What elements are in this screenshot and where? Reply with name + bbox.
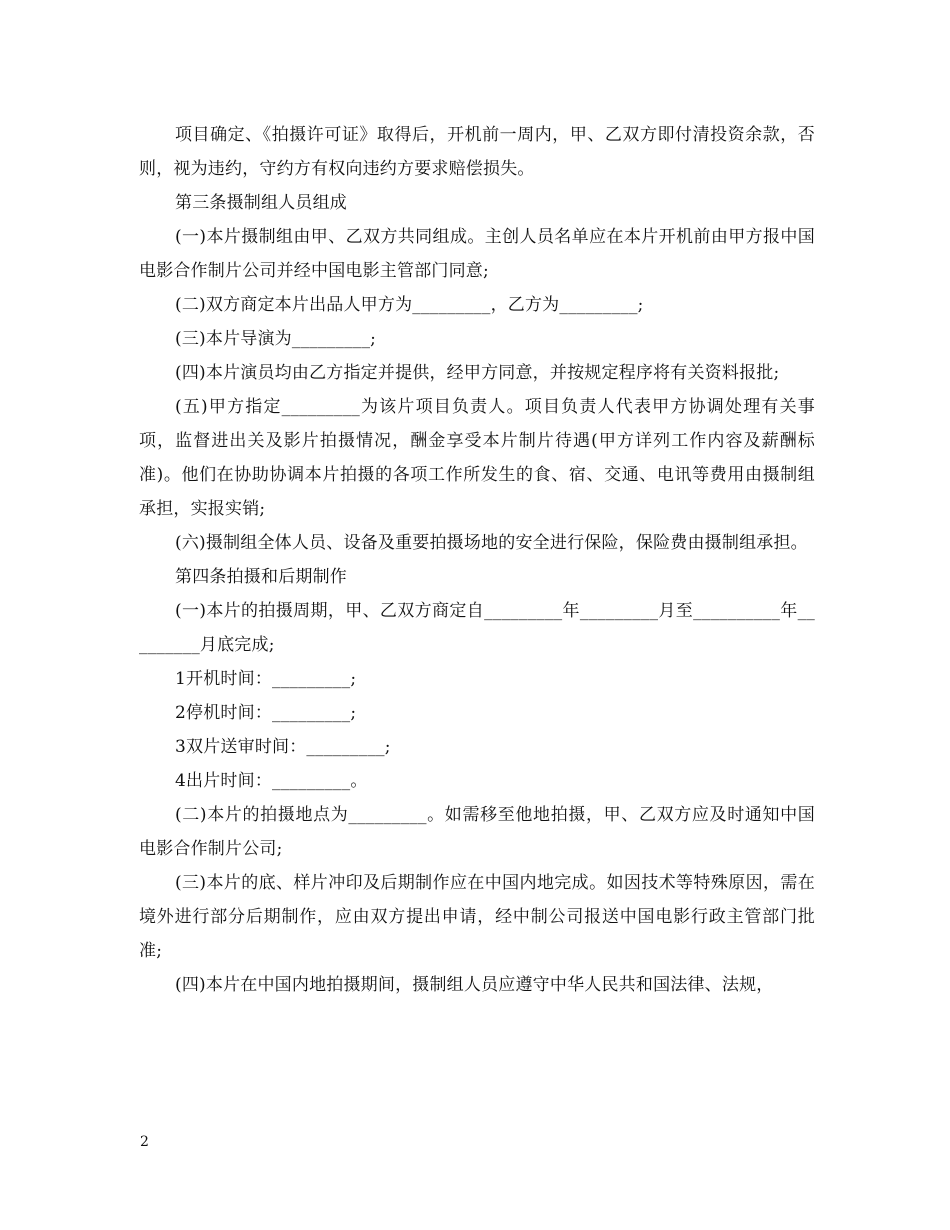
- paragraph-investment-balance: 项目确定、《拍摄许可证》取得后，开机前一周内，甲、乙双方即付清投资余款，否则，视为违约，守约方有权向违约方要求赔偿损失。: [139, 125, 815, 179]
- heading-article-4: 第四条拍摄和后期制作: [175, 567, 347, 587]
- paragraph-start-time: 1开机时间：_________;: [175, 669, 357, 689]
- paragraph-producers: (二)双方商定本片出品人甲方为_________，乙方为_________;: [175, 295, 644, 315]
- paragraph-actors: (四)本片演员均由乙方指定并提供，经甲方同意，并按规定程序将有关资料报批;: [175, 363, 780, 383]
- paragraph-project-manager: (五)甲方指定_________为该片项目负责人。项目负责人代表甲方协调处理有关事项，监督进出关及影片拍摄情况，酬金享受本片制片待遇(甲方详列工作内容及薪酬标准)。他们在协助协调本片拍摄的各项工作所发生的食、宿、交通、电讯等费用由摄制组承担，实报实销;: [139, 397, 815, 519]
- paragraph-release-time: 4出片时间：_________。: [175, 771, 368, 791]
- heading-article-3: 第三条摄制组人员组成: [175, 193, 347, 213]
- paragraph-director: (三)本片导演为_________;: [175, 329, 377, 349]
- paragraph-review-time: 3双片送审时间：_________;: [175, 737, 391, 757]
- paragraph-shooting-period: (一)本片的拍摄周期，甲、乙双方商定自_________年_________月至__________年_________月底完成;: [139, 601, 815, 655]
- document-body: [139, 118, 815, 1002]
- paragraph-crew-composition: (一)本片摄制组由甲、乙双方共同组成。主创人员名单应在本片开机前由甲方报中国电影合作制片公司并经中国电影主管部门同意;: [139, 227, 815, 281]
- paragraph-legal-compliance: (四)本片在中国内地拍摄期间，摄制组人员应遵守中华人民共和国法律、法规，: [175, 975, 774, 995]
- paragraph-insurance: (六)摄制组全体人员、设备及重要拍摄场地的安全进行保险，保险费由摄制组承担。: [175, 533, 808, 553]
- paragraph-shooting-location: (二)本片的拍摄地点为_________。如需移至他地拍摄，甲、乙双方应及时通知中国电影合作制片公司;: [139, 805, 815, 859]
- paragraph-post-production: (三)本片的底、样片冲印及后期制作应在中国内地完成。如因技术等特殊原因，需在境外进行部分后期制作，应由双方提出申请，经中制公司报送中国电影行政主管部门批准;: [139, 873, 815, 961]
- paragraph-stop-time: 2停机时间：_________;: [175, 703, 357, 723]
- page-number: 2: [140, 1134, 149, 1150]
